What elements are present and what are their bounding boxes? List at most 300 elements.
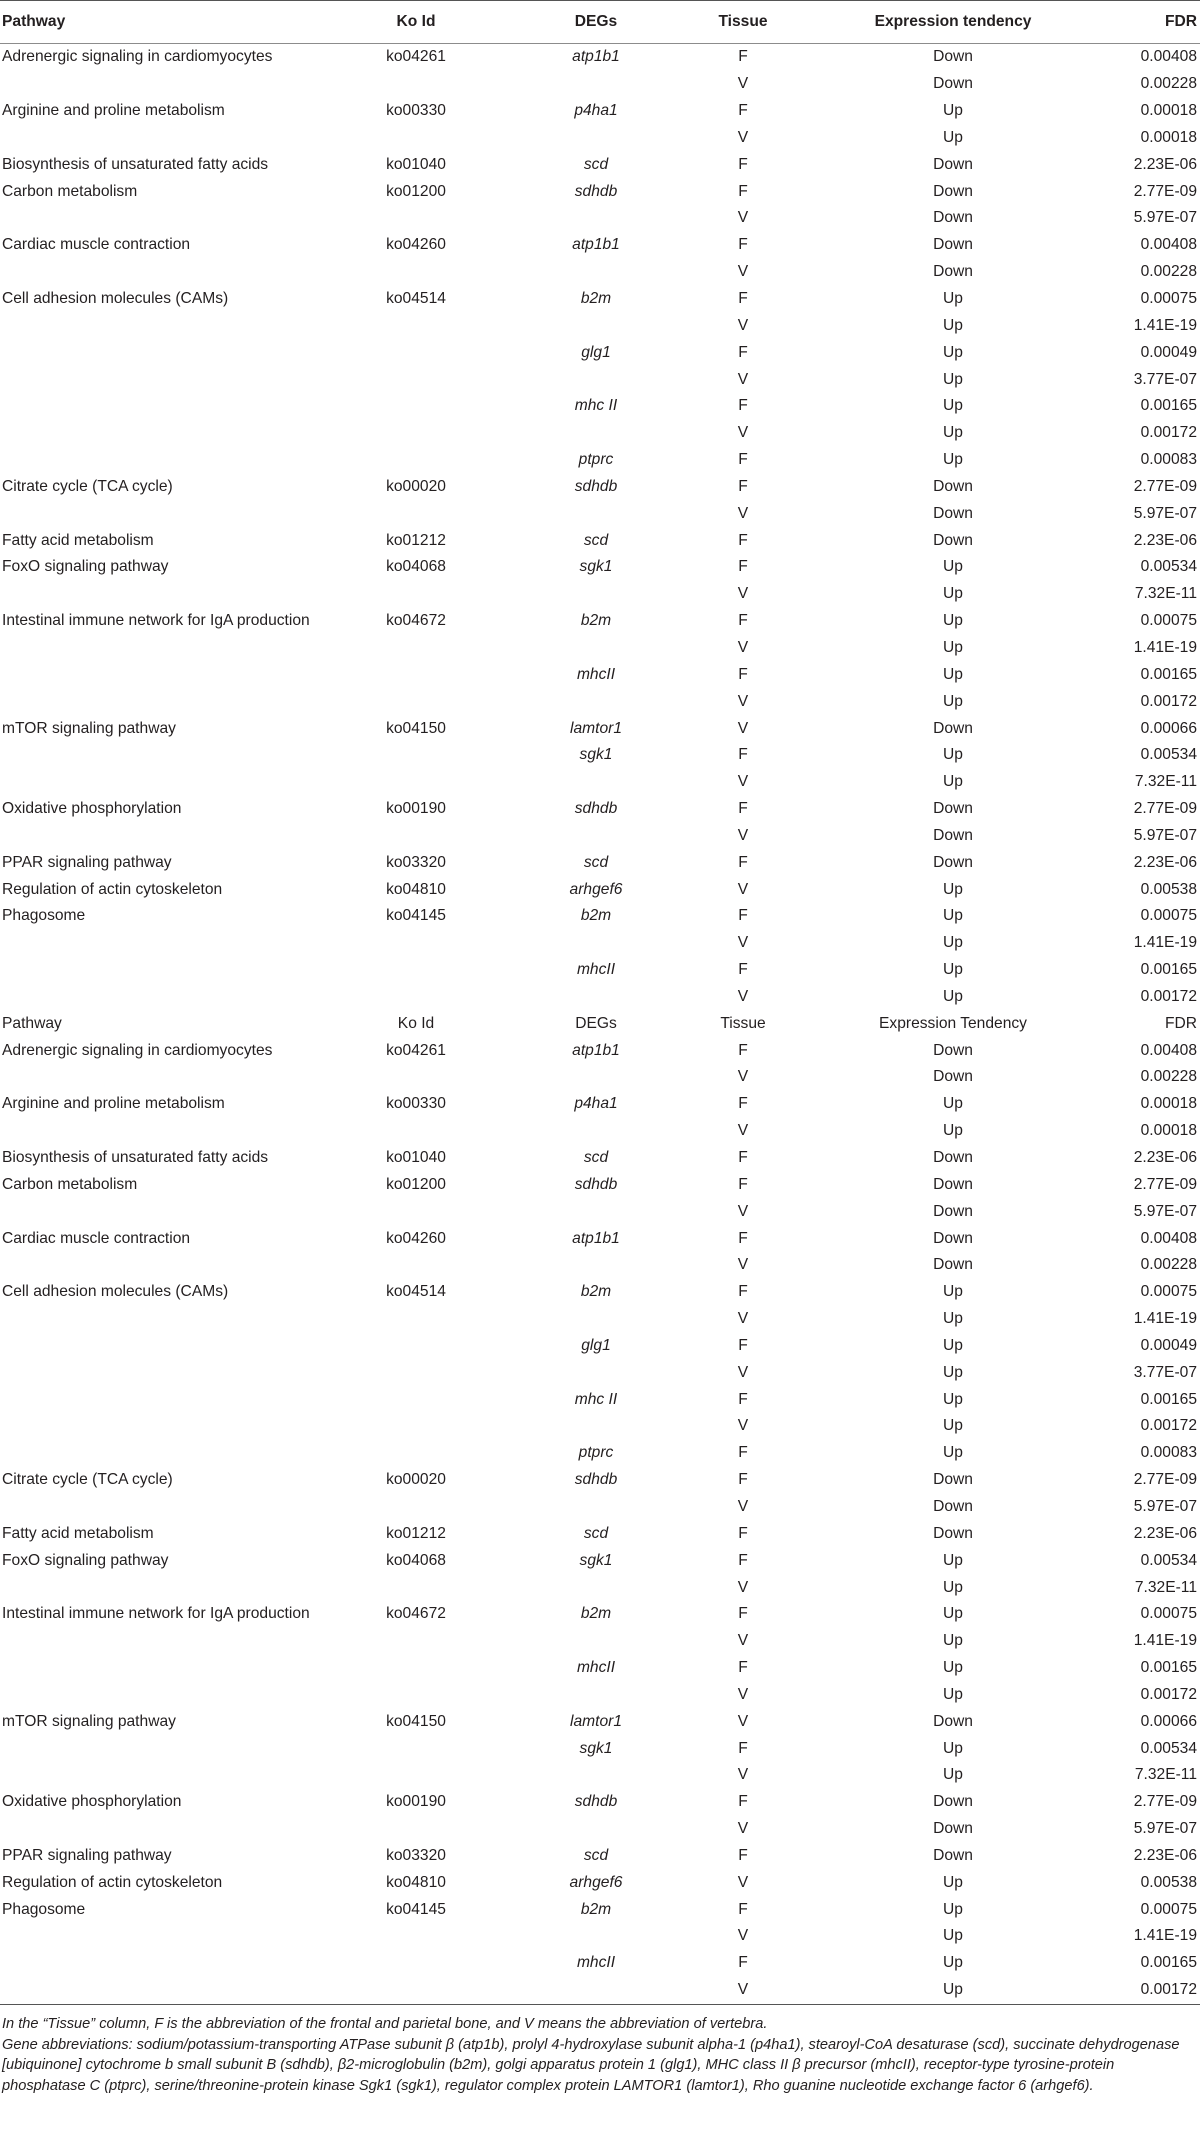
table-row [0,1869,1200,1896]
table-row [0,1494,1200,1521]
tissue-cell: F [738,1283,748,1301]
expression-cell: Down [933,1471,973,1489]
table-row [0,1923,1200,1950]
fdr-cell: 1.41E-19 [1133,934,1197,952]
deg-cell: sgk1 [579,1739,613,1757]
tissue-cell: F [738,1954,748,1972]
table-row [0,554,1200,581]
expression-cell: Down [933,1793,973,1811]
deg-cell: sdhdb [574,182,618,200]
expression-cell: Up [943,451,963,469]
tissue-cell: F [738,558,748,576]
table-row [0,1440,1200,1467]
fdr-cell: 0.00049 [1140,343,1197,361]
table-row [0,1064,1200,1091]
table-row [0,1252,1200,1279]
table-row [0,1601,1200,1628]
expression-cell: Up [943,1095,963,1113]
tissue-cell: F [738,1095,748,1113]
table1-body [0,44,1200,1010]
tissue-cell: V [737,585,749,603]
deg-cell: scd [583,531,609,549]
expression-cell: Down [933,236,973,254]
header-degs: DEGs [575,1015,617,1032]
fdr-cell: 0.00075 [1140,907,1197,925]
expression-cell: Up [943,1363,963,1381]
table-row [0,1386,1200,1413]
fdr-cell: 2.23E-06 [1133,1149,1197,1167]
table-row [0,661,1200,688]
table-row [0,1333,1200,1360]
ko-id-cell: ko04260 [386,1229,446,1247]
pathway-cell: mTOR signaling pathway [2,719,176,737]
pathway-cell: Cell adhesion molecules (CAMs) [2,290,229,308]
ko-id-cell: ko04150 [386,719,446,737]
bottom-rule [0,2004,1200,2005]
header-tissue: Tissue [718,13,768,31]
deg-cell: b2m [580,1605,612,1623]
table-row [0,71,1200,98]
expression-cell: Down [933,156,973,173]
tissue-cell: F [738,961,748,979]
table-row [0,1145,1200,1172]
deg-cell: atp1b1 [572,1041,620,1059]
tissue-cell: V [737,75,749,93]
pathway-cell: PPAR signaling pathway [2,1847,172,1865]
expression-cell: Down [933,478,973,496]
deg-cell: b2m [580,1900,612,1918]
deg-cell: sdhdb [574,1471,618,1489]
table-row [0,1547,1200,1574]
table-row [0,500,1200,527]
expression-cell: Up [943,1900,963,1918]
table-row [0,259,1200,286]
fdr-cell: 0.00075 [1140,1900,1197,1918]
fdr-cell: 1.41E-19 [1133,317,1197,335]
table-row [0,635,1200,662]
expression-cell: Down [933,1525,973,1543]
table-row [0,232,1200,259]
table-row [0,527,1200,554]
pathway-cell: Phagosome [2,907,86,925]
tissue-cell: V [737,129,749,147]
expression-cell: Up [943,692,963,710]
tissue-cell: F [738,1149,748,1167]
fdr-cell: 0.00165 [1140,397,1197,415]
table-row [0,447,1200,474]
deg-cell: scd [583,853,609,871]
expression-cell: Up [943,1122,963,1140]
expression-cell: Down [933,48,973,66]
tissue-cell: V [737,1578,749,1596]
expression-cell: Up [943,343,963,361]
tissue-cell: F [738,1793,748,1811]
tissue-cell: F [738,478,748,496]
expression-cell: Down [933,827,973,845]
table-row [0,1520,1200,1547]
pathway-cell: Cell adhesion molecules (CAMs) [2,1283,229,1301]
tissue-cell: F [738,1229,748,1247]
deg-cell: ptprc [578,1444,614,1462]
ko-id-cell: ko01212 [386,1525,446,1543]
fdr-cell: 0.00408 [1140,236,1197,254]
fdr-cell: 0.00408 [1140,48,1197,66]
pathway-cell: FoxO signaling pathway [2,558,169,576]
ko-id-cell: ko04514 [386,290,446,308]
tissue-cell: F [738,612,748,630]
tissue-cell: V [737,1498,749,1516]
table-row [0,1225,1200,1252]
tissue-cell: V [737,1927,749,1945]
deg-cell: arhgef6 [569,1874,623,1891]
tissue-cell: F [738,102,748,120]
table-row [0,1816,1200,1843]
expression-cell: Up [943,1417,963,1435]
deg-cell: atp1b1 [572,236,620,254]
fdr-cell: 2.77E-09 [1133,800,1197,818]
expression-cell: Up [943,290,963,308]
expression-cell: Up [943,1981,963,1999]
table2-body [0,1037,1200,2003]
pathway-cell: Biosynthesis of unsaturated fatty acids [2,1149,269,1167]
deg-cell: sgk1 [579,746,613,764]
fdr-cell: 0.00165 [1140,1659,1197,1677]
expression-cell: Up [943,1283,963,1301]
expression-cell: Up [943,1605,963,1623]
table-row [0,1306,1200,1333]
pathway-cell: Arginine and proline metabolism [2,1095,225,1113]
deg-cell: lamtor1 [570,1712,622,1730]
fdr-cell: 5.97E-07 [1133,1202,1197,1220]
table-row [0,876,1200,903]
expression-cell: Up [943,1874,963,1891]
ko-id-cell: ko04810 [386,1874,446,1891]
fdr-cell: 2.77E-09 [1133,478,1197,496]
deg-cell: b2m [580,612,612,630]
tissue-cell: V [737,639,749,657]
deg-cell: sdhdb [574,1176,618,1194]
table-row [0,1950,1200,1977]
tissue-cell: V [737,424,749,442]
fdr-cell: 0.00172 [1140,1417,1197,1435]
pathway-cell: Oxidative phosphorylation [2,1793,182,1811]
expression-cell: Up [943,558,963,576]
deg-cell: mhc II [574,397,618,415]
gene-abbreviation-footnote: Gene abbreviations: sodium/potassium-transporting ATPase subunit β (atp1b), prolyl 4-hydroxylase subunit alpha-1 (p4ha1), stearoyl-CoA desaturase (scd), succinate dehydrogenase [ubiquinone] cytochrome b small subunit B (sdhdb), β2-microglobulin (b2m), golgi apparatus protein 1 (glg1), MHC class II β precursor (mhcII), receptor-type tyrosine-protein phosphatase C (ptprc), serine/threonine-protein kinase Sgk1 (sgk1), regulator complex protein LAMTOR1 (lamtor1), Rho guanine nucleotide exchange factor 6 (arhgef6). [2,2036,1180,2094]
tissue-cell: V [737,263,749,281]
expression-cell: Down [933,1820,973,1838]
tissue-cell: F [738,182,748,200]
deg-cell: scd [583,1149,609,1167]
fdr-cell: 0.00228 [1140,1256,1197,1274]
tissue-cell: V [737,1417,749,1435]
tissue-cell: V [737,1202,749,1220]
pathway-cell: Phagosome [2,1900,86,1918]
table-row [0,1413,1200,1440]
table-row [0,312,1200,339]
ko-id-cell: ko01212 [386,531,446,549]
tissue-cell: F [738,1551,748,1569]
tissue-cell: F [738,531,748,549]
fdr-cell: 2.23E-06 [1133,1525,1197,1543]
tissue-cell: F [738,451,748,469]
expression-cell: Down [933,853,973,871]
tissue-cell: V [737,1122,749,1140]
ko-id-cell: ko04672 [386,612,446,630]
tissue-cell: F [738,1900,748,1918]
fdr-cell: 0.00018 [1140,1095,1197,1113]
fdr-cell: 0.00228 [1140,75,1197,93]
expression-cell: Up [943,907,963,925]
table-row [0,1681,1200,1708]
fdr-cell: 0.00408 [1140,1041,1197,1059]
expression-cell: Up [943,1578,963,1596]
fdr-cell: 0.00538 [1140,1874,1197,1891]
fdr-cell: 1.41E-19 [1133,1632,1197,1650]
pathway-cell: Oxidative phosphorylation [2,800,182,818]
tissue-cell: F [738,666,748,684]
deg-cell: sgk1 [579,1551,613,1569]
expression-cell: Down [933,1847,973,1865]
expression-cell: Up [943,1766,963,1784]
expression-cell: Down [933,1149,973,1167]
expression-cell: Up [943,1686,963,1704]
expression-cell: Up [943,585,963,603]
tissue-cell: F [738,343,748,361]
ko-id-cell: ko00020 [386,478,446,496]
expression-cell: Up [943,1632,963,1650]
ko-id-cell: ko04068 [386,558,446,576]
tissue-cell: V [737,773,749,791]
fdr-cell: 0.00172 [1140,424,1197,442]
header-expression: Expression tendency [874,13,1032,31]
tissue-cell: V [737,209,749,227]
expression-cell: Up [943,1739,963,1757]
ko-id-cell: ko04260 [386,236,446,254]
fdr-cell: 5.97E-07 [1133,504,1197,522]
fdr-cell: 0.00075 [1140,1283,1197,1301]
fdr-cell: 0.00534 [1140,1739,1197,1757]
header-pathway: Pathway [2,1015,62,1032]
table-row [0,957,1200,984]
table-row [0,1735,1200,1762]
table-row [0,1655,1200,1682]
expression-cell: Up [943,639,963,657]
table-row [0,1574,1200,1601]
fdr-cell: 0.00018 [1140,129,1197,147]
pathway-cell: Intestinal immune network for IgA production [2,1605,310,1623]
fdr-cell: 0.00165 [1140,666,1197,684]
fdr-cell: 2.77E-09 [1133,1793,1197,1811]
expression-cell: Down [933,209,973,227]
ko-id-cell: ko04261 [386,48,446,66]
deg-cell: arhgef6 [569,880,623,898]
table-row [0,286,1200,313]
deg-cell: ptprc [578,451,614,469]
fdr-cell: 0.00083 [1140,1444,1197,1462]
tissue-cell: V [737,1256,749,1274]
tissue-cell: V [737,370,749,388]
tissue-cell: V [737,1766,749,1784]
expression-cell: Down [933,1068,973,1086]
table-row [0,125,1200,152]
fdr-cell: 0.00534 [1140,1551,1197,1569]
tissue-cell: F [738,800,748,818]
deg-cell: scd [583,1847,609,1865]
tissue-cell: F [738,1337,748,1355]
tissue-cell: F [738,397,748,415]
expression-cell: Up [943,129,963,147]
ko-id-cell: ko04672 [386,1605,446,1623]
expression-cell: Down [933,1176,973,1194]
fdr-cell: 0.00172 [1140,988,1197,1006]
ko-id-cell: ko01040 [386,1149,446,1167]
expression-cell: Down [933,800,973,818]
pathway-cell: Arginine and proline metabolism [2,102,225,120]
ko-id-cell: ko04150 [386,1712,446,1730]
deg-cell: mhcII [576,961,616,979]
ko-id-cell: ko03320 [386,853,446,871]
table-row [0,1198,1200,1225]
ko-id-cell: ko04145 [386,1900,446,1918]
expression-cell: Down [933,504,973,522]
fdr-cell: 0.00066 [1140,1712,1197,1730]
ko-id-cell: ko04068 [386,1551,446,1569]
pathway-cell: Citrate cycle (TCA cycle) [2,478,173,496]
expression-cell: Up [943,612,963,630]
ko-id-cell: ko00330 [386,102,446,120]
header-fdr: FDR [1164,13,1197,31]
table-row [0,715,1200,742]
expression-cell: Up [943,1954,963,1972]
fdr-cell: 0.00083 [1140,451,1197,469]
tissue-cell: V [737,1981,749,1999]
fdr-cell: 7.32E-11 [1134,1578,1197,1596]
fdr-cell: 0.00538 [1140,880,1197,898]
header-ko-id: Ko Id [397,1015,435,1032]
pathway-cell: Regulation of actin cytoskeleton [2,880,223,898]
expression-cell: Up [943,666,963,684]
header-fdr: FDR [1164,1015,1197,1032]
table-row [0,205,1200,232]
fdr-cell: 2.77E-09 [1133,1176,1197,1194]
fdr-cell: 0.00534 [1140,558,1197,576]
expression-cell: Up [943,1927,963,1945]
ko-id-cell: ko04514 [386,1283,446,1301]
fdr-cell: 0.00075 [1140,612,1197,630]
fdr-cell: 3.77E-07 [1133,370,1197,388]
table-row [0,769,1200,796]
tissue-cell: F [738,1739,748,1757]
expression-cell: Up [943,934,963,952]
tissue-cell: V [737,504,749,522]
tissue-cell: V [737,1632,749,1650]
tissue-cell: F [738,853,748,871]
fdr-cell: 5.97E-07 [1133,1820,1197,1838]
ko-id-cell: ko00330 [386,1095,446,1113]
expression-cell: Down [933,1498,973,1516]
table-row [0,393,1200,420]
table-row [0,178,1200,205]
tissue-cell: V [737,1310,749,1328]
table2-header-row [0,1010,1200,1037]
expression-cell: Down [933,1229,973,1247]
expression-cell: Down [933,719,973,737]
fdr-cell: 3.77E-07 [1133,1363,1197,1381]
fdr-cell: 0.00228 [1140,1068,1197,1086]
fdr-cell: 0.00172 [1140,1686,1197,1704]
expression-cell: Up [943,961,963,979]
table-row [0,1977,1200,2004]
fdr-cell: 0.00066 [1140,719,1197,737]
fdr-cell: 1.41E-19 [1133,1927,1197,1945]
tissue-cell: F [738,1847,748,1865]
fdr-cell: 7.32E-11 [1134,585,1197,603]
header-degs: DEGs [574,13,618,31]
deg-cell: mhcII [576,1954,616,1972]
fdr-cell: 5.97E-07 [1133,827,1197,845]
table-row [0,1091,1200,1118]
expression-cell: Up [943,1659,963,1677]
expression-cell: Up [943,370,963,388]
fdr-cell: 0.00049 [1140,1337,1197,1355]
header-tissue: Tissue [720,1015,766,1032]
deg-cell: sdhdb [574,1793,618,1811]
pathway-cell: Adrenergic signaling in cardiomyocytes [2,1041,273,1059]
pathway-cell: Fatty acid metabolism [2,1525,154,1543]
expression-cell: Up [943,424,963,442]
header-expression: Expression Tendency [879,1015,1027,1032]
expression-cell: Up [943,317,963,335]
tissue-cell: V [737,1363,749,1381]
expression-cell: Down [933,1712,973,1730]
fdr-cell: 0.00228 [1140,263,1197,281]
table-row [0,1896,1200,1923]
fdr-cell: 1.41E-19 [1133,639,1197,657]
fdr-cell: 0.00165 [1140,1954,1197,1972]
header-ko-id: Ko Id [396,13,436,31]
ko-id-cell: ko04810 [386,880,446,898]
table-row [0,98,1200,125]
fdr-cell: 0.00075 [1140,1605,1197,1623]
table-row [0,796,1200,823]
tissue-cell: V [737,988,749,1006]
fdr-cell: 2.23E-06 [1133,156,1197,173]
fdr-cell: 7.32E-11 [1134,773,1197,791]
fdr-cell: 0.00172 [1140,692,1197,710]
tissue-cell: V [737,1068,749,1086]
ko-id-cell: ko00020 [386,1471,446,1489]
expression-cell: Up [943,880,963,898]
expression-cell: Down [933,1041,973,1059]
deg-cell: glg1 [581,1337,611,1355]
table-row [0,688,1200,715]
table-row [0,742,1200,769]
table-row [0,366,1200,393]
table-row [0,1359,1200,1386]
tissue-cell: F [738,907,748,925]
pathway-cell: Intestinal immune network for IgA production [2,612,310,630]
fdr-cell: 2.77E-09 [1133,182,1197,200]
table-footnotes [2,2014,1192,2096]
deg-cell: lamtor1 [570,719,622,737]
expression-cell: Up [943,746,963,764]
table-row [0,1628,1200,1655]
deg-cell: p4ha1 [574,1095,618,1113]
expression-cell: Up [943,773,963,791]
tissue-cell: F [738,1390,748,1408]
deg-cell: sdhdb [574,478,618,496]
